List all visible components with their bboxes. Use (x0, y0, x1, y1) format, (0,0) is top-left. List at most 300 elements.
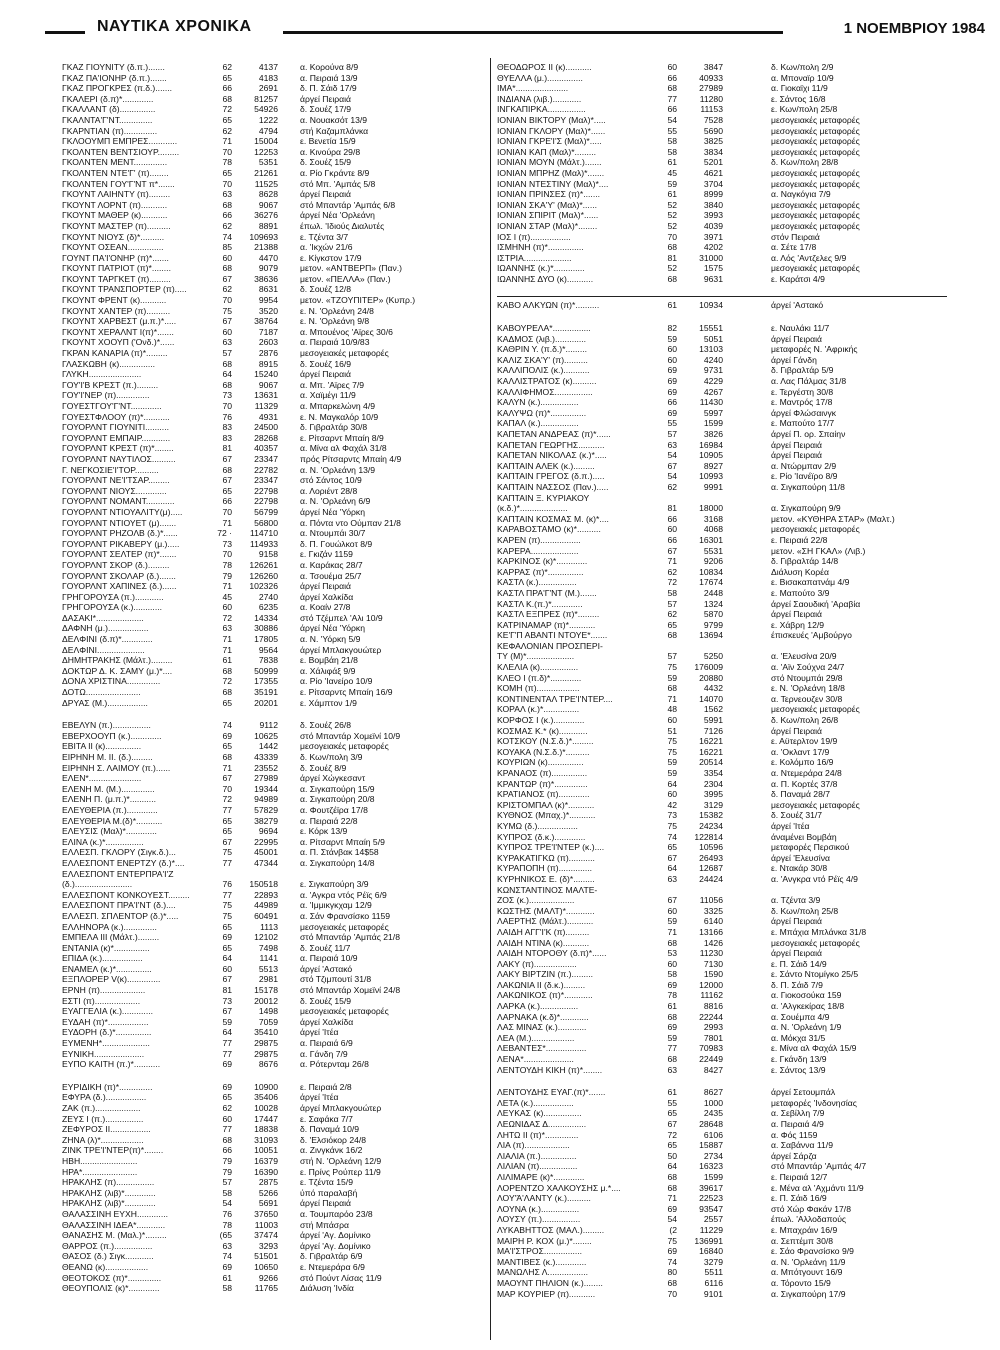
tonnage: 1562 (703, 704, 723, 715)
ship-name: ΔΕΛΦΙΝΙ.................... (62, 644, 145, 655)
ship-position: δ. Κων/πολη 3/9 (300, 752, 363, 762)
ship-row (62, 613, 492, 624)
ship-name: ΕΦΥΡΑ (δ.)................. (62, 1092, 147, 1103)
ship-name: ΕΝΤΑΝΙΑ (κ)*............... (62, 942, 150, 953)
ship-row (497, 62, 947, 73)
tonnage: 7187 (258, 326, 278, 337)
ship-position: άργεί 'Αγ. Δομίνικο (300, 1240, 371, 1251)
ship-row (62, 539, 492, 550)
ship-name: ΓΚΑΖ ΠΡΟΓΚΡΕΣ (π.δ.)....... (62, 83, 173, 94)
build-year: 66 (667, 513, 677, 524)
ship-position: α. Χαϊμέγι 11/9 (300, 390, 356, 401)
tonnage: 36276 (254, 210, 278, 221)
ship-position: ε. Ρίο 'Ιανέϊρο 8/9 (771, 471, 838, 482)
build-year: 65 (667, 1140, 677, 1151)
ship-position: ε. Τεργέστη 30/8 (771, 386, 834, 397)
ship-name: ΕΛΛΕΣΠΟΝΤ ΕΝΤΕΡΠΡΑ'Ι'Ζ (62, 868, 174, 879)
build-year: 57 (667, 429, 677, 439)
ship-position: στό Πούντ Λίσας 11/9 (300, 1272, 382, 1283)
ship-name: ΛΕΑ (Μ.).................. (497, 1032, 575, 1043)
tonnage: 11430 (699, 397, 723, 408)
build-year: 65 (222, 815, 232, 826)
ship-name: ΚΕΦΑΛΟΝΙΑΝ ΠΡΟΣΠΕΡΙ- (497, 640, 603, 651)
ship-position: α. Ρότερνταμ 26/8 (300, 1059, 369, 1070)
ship-position: άργεί Σάρζα (771, 1150, 817, 1161)
ship-position: α. Ν. 'Ορλεάνη 11/9 (771, 1256, 846, 1267)
ship-position: μεσογειακές μεταφορές (300, 348, 389, 359)
ship-name: ΔΟΚΤΩΡ Δ. Κ. ΣΑΜΥ (μ.)*.... (62, 665, 173, 676)
build-year: 66 (667, 72, 677, 83)
ship-name: ΘΕΑΝΩ (κ).................. (62, 1261, 149, 1272)
ship-row (497, 1267, 947, 1278)
ship-position: μεσογειακές μεταφορές (771, 210, 860, 221)
build-year: 67 (667, 545, 677, 556)
ship-name: ΘΕΟΥΠΟΛΙΣ (κ)*............. (62, 1283, 160, 1294)
ship-row (497, 726, 947, 737)
build-year: 60 (667, 354, 677, 365)
ship-name: ΕΙΡΗΝΗ Σ. ΛΑΙΜΟΥ (π.)...... (62, 762, 171, 773)
ship-row (497, 1278, 947, 1289)
build-year: 71 (222, 644, 232, 655)
ship-position: ε. Βομβάη 21/8 (300, 655, 358, 666)
ship-row (62, 104, 492, 115)
ship-position: άργεί Μπλακγουώτερ (300, 644, 382, 655)
tonnage: 18000 (699, 503, 723, 514)
ship-position: ε. Μαντρός 17/8 (771, 397, 833, 408)
ship-position: ε. Κόρκ 13/9 (300, 826, 348, 837)
ship-name: ΕΥΠΟ ΚΑΙΤΗ (π.)*........... (62, 1059, 161, 1070)
ship-row (497, 524, 947, 535)
ship-row (497, 1225, 947, 1236)
tonnage: 4794 (258, 125, 278, 136)
ship-row (62, 1124, 492, 1135)
ship-position: στό Μπαντάρ 'Αμπάς 21/8 (300, 932, 400, 943)
tonnage: 8631 (258, 284, 278, 295)
ship-position: άργεί Νέα 'Ορλεάνη (300, 210, 375, 221)
ship-name: ΔΗΜΗΤΡΑΚΗΣ (Μάλτ.)......... (62, 655, 173, 666)
ship-group (497, 323, 947, 1075)
build-year (202, 869, 232, 880)
ship-name: ΚΑΘΡΙΝ Υ. (π.δ.)*......... (497, 344, 587, 355)
build-year: 63 (222, 337, 232, 348)
ship-name: ΓΚΟΥΝΤ ΧΕΡΑΛΝΤ Ι(π)*....... (62, 326, 174, 337)
ship-name: ΕΥΜΕΝΗ*.................... (62, 1038, 150, 1049)
tonnage: 54926 (254, 104, 278, 115)
ship-row (497, 853, 947, 864)
tonnage: 4183 (258, 72, 278, 83)
ship-position (731, 885, 947, 896)
ship-row (497, 344, 947, 355)
build-year: 60 (222, 326, 232, 337)
tonnage: 10596 (699, 842, 723, 853)
tonnage: 19344 (254, 783, 278, 794)
ship-row (62, 645, 492, 656)
ship-position: στή Μπάσρα (300, 1219, 349, 1230)
ship-name: ΓΚΛΟΟΥΜΠ ΕΜΠΡΕΣ............ (62, 136, 178, 147)
ship-row (62, 316, 492, 327)
build-year: 75 (667, 662, 677, 673)
ship-position: ε. Κολόμπο 16/9 (771, 757, 834, 768)
ship-name: ΚΑΣΤΛ Κ.(π.)*............. (497, 598, 583, 609)
ship-position: ε. Ν. Μαγκαλόρ 10/9 (300, 411, 379, 422)
ship-row (497, 482, 947, 493)
ship-row (497, 461, 947, 472)
ship-row (62, 507, 492, 518)
build-year: 58 (222, 1283, 232, 1294)
build-year: 75 (667, 820, 677, 831)
tonnage: 3840 (703, 199, 723, 210)
ship-row (497, 1246, 947, 1257)
build-year: 62 (222, 220, 232, 231)
build-year: (2 (669, 1224, 677, 1235)
ship-row (62, 985, 492, 996)
tonnage: 11003 (254, 1219, 278, 1230)
ship-row (497, 1151, 947, 1162)
ship-name: ΚΡΙΣΤΟΜΠΑΛ (κ)*........... (497, 799, 595, 810)
ship-name: ΛΑΕΡΤΗΣ (Μάλτ.)........... (497, 916, 594, 927)
ship-name: ΙΟΝΙΑΝ ΒΙΚΤΟΡΥ (Μαλ)*..... (497, 114, 606, 125)
ship-name: ΛΟΥ'Ά'ΛΑΝΤΥ (κ.).......... (497, 1193, 591, 1204)
ship-position: α. Πειραιά 6/9 (300, 1038, 353, 1049)
ship-name: ΕΜΠΕΛΑ ΙΙΙ (Μάλτ.)......... (62, 932, 160, 943)
ship-name: ΚΑΛΛΙΠΟΛΙΣ (κ.)........... (497, 365, 590, 376)
ship-name: ΚΥΜΩ (δ.)................. (497, 820, 578, 831)
build-year: 54 (667, 450, 677, 461)
build-year: 66 (222, 496, 232, 507)
tonnage: 16221 (699, 736, 723, 747)
ship-position: α. Σαβάννα 11/9 (771, 1140, 833, 1151)
tonnage: 126261 (249, 559, 278, 570)
ship-row (62, 720, 492, 731)
tonnage: 3293 (258, 1240, 278, 1251)
build-year: 58 (667, 136, 677, 147)
ship-name: ΔΑΣΑΚΙ*.................... (62, 612, 144, 623)
build-year: 65 (222, 72, 232, 83)
ship-position: ε. Ντεμεράρα 6/9 (300, 1261, 365, 1272)
build-year: 65 (222, 114, 232, 125)
ship-name: ΛΑΡΝΑΚΑ (κ.δ)*............ (497, 1011, 589, 1022)
ship-name: ΘΥΕΛΛΑ (μ.)............... (497, 72, 583, 83)
tonnage (677, 641, 731, 652)
tonnage: 2981 (258, 974, 278, 985)
tonnage: 8999 (703, 189, 723, 200)
build-year: 63 (222, 623, 232, 634)
tonnage: 13103 (699, 344, 723, 355)
ship-position: ε. Πειραιά 2/8 (300, 1081, 352, 1092)
tonnage: 9079 (258, 263, 278, 274)
ship-name: ΓΚΑΛΛΑΝΤ (δ)............... (62, 104, 156, 115)
build-year: 69 (667, 407, 677, 418)
ship-position: α. Γιοκαϊχι 11/9 (771, 83, 828, 94)
build-year: 52 (667, 220, 677, 231)
ship-row (62, 1220, 492, 1231)
tonnage: 3993 (703, 210, 723, 221)
tonnage: 8816 (703, 1001, 723, 1012)
ship-name: ΙΣΤΡΙΑ.................... (497, 252, 572, 263)
tonnage: 5351 (258, 157, 278, 168)
build-year: 42 (667, 799, 677, 810)
ship-row (497, 810, 947, 821)
ship-row (497, 300, 947, 311)
tonnage: 15382 (699, 810, 723, 821)
tonnage: 9564 (258, 644, 278, 655)
build-year: 60 (667, 524, 677, 535)
ship-position: α. Κοαίν 27/8 (300, 602, 351, 613)
tonnage: 11280 (699, 93, 723, 104)
build-year: 71 (222, 517, 232, 528)
tonnage: 5531 (703, 545, 723, 556)
ship-row (497, 906, 947, 917)
ship-position: ε. Πειραιά 22/8 (771, 534, 828, 545)
tonnage: 4931 (258, 411, 278, 422)
ship-row (62, 1092, 492, 1103)
ship-row (62, 1209, 492, 1220)
ship-name: ΤΥ (Μ)*.................... (497, 651, 575, 662)
tonnage: 22782 (254, 464, 278, 475)
ship-name: ΚΑΠΤΑΙΝ ΚΟΣΜΑΣ Μ. (κ)*.... (497, 513, 609, 524)
ship-name: ΛΕΝΑ*..................... (497, 1054, 574, 1065)
ship-name: ΙΜΑ*...................... (497, 83, 569, 94)
ship-row (497, 885, 947, 896)
ship-name: ΚΥΠΡΟΣ ΤΡΕ'Ι'ΝΤΕΡ (κ.).... (497, 842, 605, 853)
tonnage: 37650 (254, 1208, 278, 1219)
ship-group (62, 62, 492, 708)
ship-name: (δ.)........................ (62, 879, 133, 890)
ship-position: δ. Γιβραλτάρ 5/9 (771, 365, 834, 376)
ship-name: ΚΑΡΚΙΝΟΣ (κ)*............. (497, 556, 588, 567)
ship-name: ΓΚΑΛΕΡΙ (δ.π)*............. (62, 93, 154, 104)
build-year: 59 (667, 916, 677, 927)
tonnage: 31093 (254, 1134, 278, 1145)
ship-position: άργεί Πειραιά (771, 439, 822, 450)
ship-row (497, 1183, 947, 1194)
ship-position: α. Πειραιά 13/9 (300, 72, 358, 83)
build-year: 74 (667, 1256, 677, 1267)
ship-position: δ. 'Ελσιόκορ 24/8 (300, 1134, 367, 1145)
ship-position: μετον. «ΤΖΟΥΠΙΤΕΡ» (Κυπρ.) (300, 295, 416, 306)
tonnage: 2435 (703, 1108, 723, 1119)
tonnage (677, 493, 731, 504)
ship-position: μεσογειακές μεταφορές (771, 199, 860, 210)
build-year: 77 (222, 889, 232, 900)
ship-position: α. Σιγκαπούρη 20/8 (300, 794, 375, 805)
tonnage: 38764 (254, 316, 278, 327)
ship-row (497, 1033, 947, 1044)
ship-position: άργεί Σαουδική 'Αραβία (771, 598, 861, 609)
build-year: 76 (222, 1208, 232, 1219)
tonnage: 22893 (254, 889, 278, 900)
build-year: 82 (667, 323, 677, 334)
build-year: 68 (667, 1011, 677, 1022)
build-year: 74 (222, 720, 232, 731)
tonnage: 7130 (703, 958, 723, 969)
ship-position: α. Γιοκοσούκα 159 (771, 990, 842, 1001)
ship-row (497, 1204, 947, 1215)
ship-row (62, 369, 492, 380)
tonnage: 17447 (254, 1113, 278, 1124)
ship-row (62, 486, 492, 497)
tonnage: 16323 (699, 1161, 723, 1172)
build-year: 75 (222, 305, 232, 316)
ship-name: ΛΕΥΚΑΣ (κ)................ (497, 1108, 582, 1119)
ship-row (62, 592, 492, 603)
ship-name: ΚΟΤΣΚΟΥ (Ν.Σ.δ.)*......... (497, 736, 594, 747)
tonnage: 23347 (254, 475, 278, 486)
ship-position: α. Πειραιά 4/9 (771, 1119, 824, 1129)
build-year: 70 (667, 231, 677, 242)
ship-position: άργεί Σετουμπάλ (771, 1087, 836, 1098)
build-year: 48 (667, 704, 677, 715)
ship-row (62, 890, 492, 901)
tonnage: 4470 (258, 252, 278, 263)
build-year: 69 (667, 365, 677, 376)
build-year: 72 (222, 794, 232, 805)
tonnage: 3995 (703, 789, 723, 800)
ship-position: α. Μίνα αλ Φαχάλ 31/8 (300, 443, 387, 454)
ship-name: ΓΟΥΕΣΤΓΟΥ'Γ'ΝΤ............. (62, 401, 162, 411)
ship-position: μεσογειακές μεταφορές (771, 114, 860, 125)
ship-name: ΚΑΒΟ ΑΛΚΥΩΝ (π)*.......... (497, 300, 600, 311)
ship-row (497, 1257, 947, 1268)
ship-group (62, 720, 492, 1070)
ship-name: ΔΟΝΑ ΧΡΙΣΤΙΝΑ.............. (62, 676, 161, 687)
build-year: 60 (667, 62, 677, 72)
ship-row (497, 1161, 947, 1172)
header-rule-left (45, 31, 85, 34)
ship-row (62, 698, 492, 709)
ship-position: α. Σιγκαπούρη 11/8 (771, 481, 845, 492)
ship-position: α. Ρίο Γκράντε 8/9 (300, 167, 370, 178)
build-year: 63 (222, 1240, 232, 1251)
ship-name: ΗΒΗ........................ (62, 1155, 138, 1166)
build-year: 61 (222, 655, 232, 666)
build-year: 51 (667, 725, 677, 736)
ship-position: μεσογειακές μεταφορές (771, 799, 860, 810)
ship-name: ΓΚΑΖ ΠΑ'ΙΟΝΗΡ (δ.π.)....... (62, 72, 167, 83)
build-year: 59 (667, 757, 677, 768)
build-year: 72 (667, 1129, 677, 1140)
ship-position: α. Π. Κορτές 37/8 (771, 778, 838, 789)
ship-position: ε. Ρίτσαρντς Μπαίη 16/9 (300, 687, 393, 698)
tonnage: 10650 (254, 1261, 278, 1272)
ship-row (62, 869, 492, 880)
ship-name: ΙΩΑΝΝΗΣ (κ.)*............. (497, 263, 585, 274)
ship-position: έπωλ. 'Ιδιούς Διαλυτές (300, 220, 385, 231)
ship-position: μετον. «ΣΗ ΓΚΑΛ» (Λιβ.) (771, 545, 866, 556)
ship-name: ΓΚΑΡΝΤΙΑΝ (π).............. (62, 125, 158, 136)
ship-row (497, 418, 947, 429)
build-year: 59 (667, 1032, 677, 1043)
tonnage: 2557 (703, 1214, 723, 1225)
ship-name: ΚΑΤΡΙΝΑΜΑΡ (π)*........... (497, 619, 596, 630)
ship-row (497, 1214, 947, 1225)
build-year: 66 (667, 534, 677, 545)
tonnage: 23552 (254, 762, 278, 773)
ship-row (62, 1167, 492, 1178)
ship-name: ΚΑΡΡΑΣ (π)*............... (497, 566, 584, 577)
build-year: 55 (667, 418, 677, 429)
ship-row (497, 376, 947, 387)
ship-position: μεσογειακές μεταφορές (771, 937, 860, 948)
ship-name: ΚΡΑΝΤΩΡ (π)*.............. (497, 778, 588, 789)
ship-row (62, 932, 492, 943)
ship-name: ΓΟΥΝΤ ΠΑ'Ι'ΟΝΗΡ (π)*....... (62, 252, 169, 263)
build-year: 77 (667, 1043, 677, 1054)
tonnage: 3279 (703, 1256, 723, 1267)
ship-name: ΖΙΝΚ ΤΡΕ'Ι'ΝΤΕΡ(π)*........ (62, 1145, 164, 1156)
tonnage: 5051 (703, 333, 723, 344)
tonnage: 3325 (703, 905, 723, 916)
ship-name: ΓΚΟΛΝΤΕΝ ΒΕΝΤΣΙΟΥΡ......... (62, 146, 180, 157)
ship-row (497, 1001, 947, 1012)
ship-row (497, 1193, 947, 1204)
ship-row (497, 662, 947, 673)
ship-row (497, 355, 947, 366)
tonnage: 27989 (699, 83, 723, 94)
ship-row (497, 147, 947, 158)
tonnage: 126260 (249, 570, 278, 581)
right-column (497, 62, 947, 1311)
build-year: 81 (222, 443, 232, 454)
ship-name: ΚΑΠΤΑΙΝ ΝΑΣΣΟΣ (Παν.)..... (497, 481, 609, 492)
build-year: 62 (222, 125, 232, 136)
build-year: 73 (222, 390, 232, 401)
ship-name: ΕΞΠΛΟΡΕΡ V(κ).............. (62, 974, 161, 985)
ship-row (62, 232, 492, 243)
ship-position: α. Ρίτσαρντ Μπαίη 5/9 (300, 836, 385, 847)
ship-position: μετον. «ΑΝΤΒΕΡΠ» (Παν.) (300, 263, 403, 274)
tonnage: 27989 (254, 773, 278, 784)
ship-row (497, 832, 947, 843)
build-year: 70 (222, 401, 232, 411)
build-year: 53 (667, 948, 677, 959)
ship-row (497, 895, 947, 906)
ship-name: ΙΟΣ Ι (π)................. (497, 231, 571, 242)
build-year: 67 (667, 460, 677, 471)
ship-position: στό Μπαντάρ Χομεϊνί 24/8 (300, 985, 401, 996)
tonnage: 7059 (258, 1016, 278, 1027)
ship-position: δ. Παναμά 10/9 (300, 1124, 360, 1135)
ship-row (497, 948, 947, 959)
tonnage: 5691 (258, 1198, 278, 1209)
build-year: 65 (222, 697, 232, 708)
tonnage: 60491 (254, 910, 278, 921)
ship-name: ΕΒΙΤΑ ΙΙ (κ)............... (62, 741, 142, 752)
tonnage: 15240 (254, 369, 278, 380)
build-year: 70 (667, 1288, 677, 1299)
ship-row (497, 323, 947, 334)
ship-position: α. Ν. 'Ορλεάνη 13/9 (300, 464, 376, 475)
ship-name: ΓΚΟΥΝΤ ΜΑΣΤΕΡ (π).......... (62, 220, 171, 231)
tonnage: 4137 (258, 62, 278, 72)
build-year: 71 (667, 693, 677, 704)
ship-name: ΓΚΟΥΝΤ ΧΑΝΤΕΡ (π).......... (62, 305, 171, 316)
ship-position: δ. Σουέζ 31/7 (771, 810, 823, 821)
ship-position: δ. Σουέζ 26/8 (300, 720, 352, 731)
ship-position: ε. Σάντος 16/8 (771, 93, 826, 104)
ship-position: μεσογειακές μεταφορές (771, 220, 860, 231)
ship-position: α. Τσουέμα 25/7 (300, 570, 362, 581)
ship-position: ε. Τζέντα 15/9 (300, 1177, 353, 1188)
ship-row (62, 805, 492, 816)
build-year: 71 (667, 556, 677, 567)
ship-name: ΚΑΛΛΙΦΗΜΟΣ................ (497, 386, 593, 397)
ship-row (497, 1108, 947, 1119)
ship-name: ΕΛΛΕΣΠ. ΣΠΛΕΝΤΟΡ (δ.)*..... (62, 910, 179, 921)
ship-position: άργεί Πειραιά (300, 93, 351, 104)
ship-name: ΜΑΝΤΙΒΕΣ (κ.)............. (497, 1256, 587, 1267)
tonnage: 5513 (258, 963, 278, 974)
